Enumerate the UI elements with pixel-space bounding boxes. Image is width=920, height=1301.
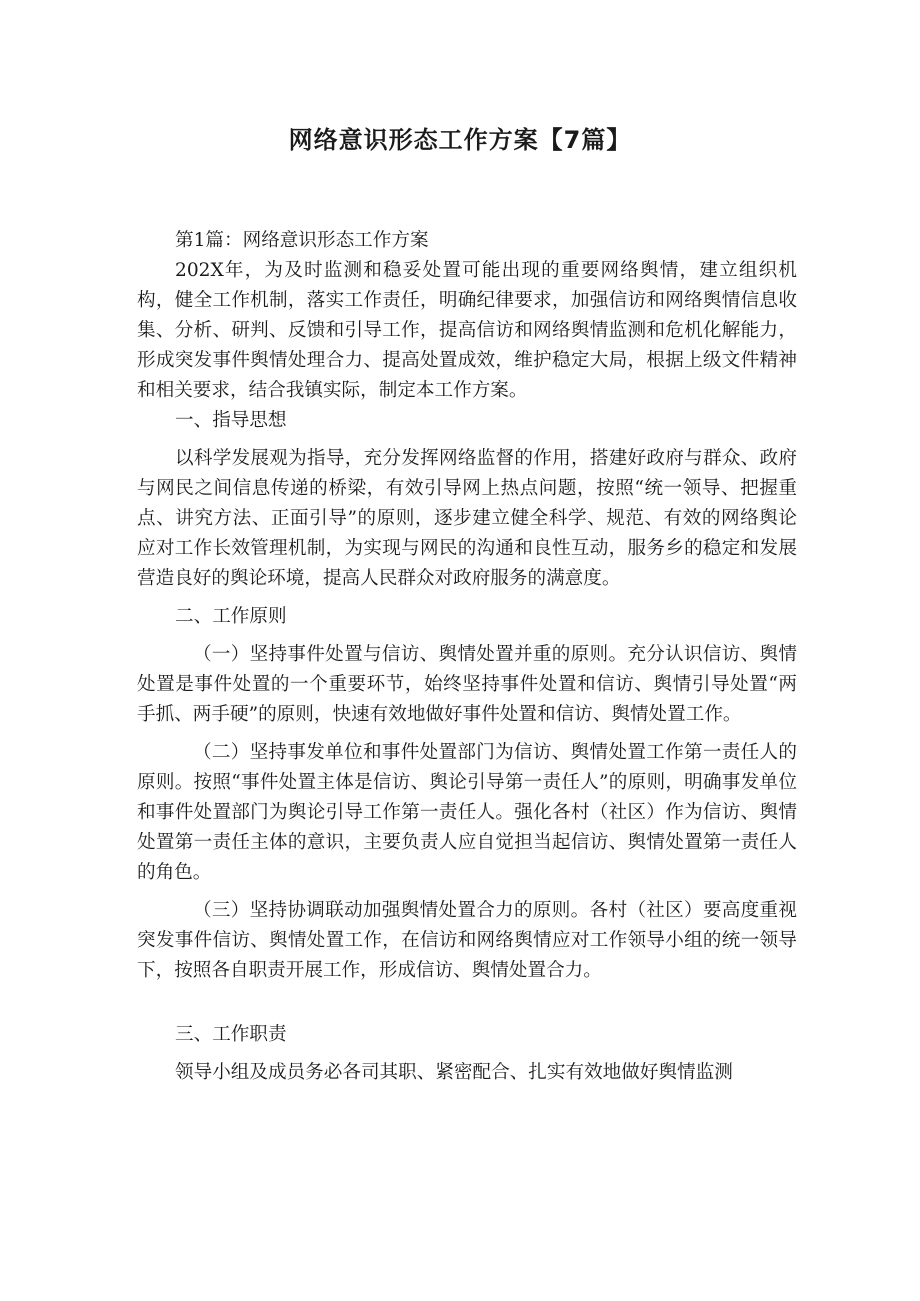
intro-paragraph: 202X年，为及时监测和稳妥处置可能出现的重要网络舆情，建立组织机构，健全工作机制，落实工作责任，明确纪律要求，加强信访和网络舆情信息收集、分析、研判、反馈和引导工作，提高信访和网络舆情监测和危机化解能力，形成突发事件舆情处理合力、提高处置成效，维护稳定大局，根据上级文件精神和相关要求，结合我镇实际，制定本工作方案。 (137, 260, 797, 401)
guiding-thought-paragraph: 以科学发展观为指导，充分发挥网络监督的作用，搭建好政府与群众、政府与网民之间信息传递的桥梁，有效引导网上热点问题，按照“统一领导、把握重点、讲究方法、正面引导”的原则，逐步建立健全科学、规范、有效的网络舆论应对工作长效管理机制，为实现与网民的沟通和良性互动，服务乡的稳定和发展营造良好的舆论环境，提高人民群众对政府服务的满意度。 (137, 448, 797, 589)
document-title: 网络意识形态工作方案【7篇】 (288, 126, 632, 154)
duties-paragraph: 领导小组及成员务必各司其职、紧密配合、扎实有效地做好舆情监测 (175, 1062, 733, 1083)
principle-2-paragraph: （二）坚持事发单位和事件处置部门为信访、舆情处置工作第一责任人的原则。按照“事件处置主体是信访、舆论引导第一责任人”的原则，明确事发单位和事件处置部门为舆论引导工作第一责任人。强化各村（社区）作为信访、舆情处置第一责任主体的意识，主要负责人应自觉担当起信访、舆情处置第一责任人的角色。 (137, 742, 797, 883)
document-body (137, 226, 797, 1088)
heading-work-principles: 二、工作原则 (175, 606, 287, 627)
section-heading-part1: 第1篇：网络意识形态工作方案 (175, 230, 429, 251)
principle-3-paragraph: （三）坚持协调联动加强舆情处置合力的原则。各村（社区）要高度重视突发事件信访、舆情处置工作，在信访和网络舆情应对工作领导小组的统一领导下，按照各自职责开展工作，形成信访、舆情处置合力。 (137, 900, 797, 981)
heading-guiding-thought: 一、指导思想 (175, 410, 287, 431)
heading-work-duties: 三、工作职责 (175, 1024, 287, 1045)
principle-1-paragraph: （一）坚持事件处置与信访、舆情处置并重的原则。充分认识信访、舆情处置是事件处置的一个重要环节，始终坚持事件处置和信访、舆情引导处置“两手抓、两手硬”的原则，快速有效地做好事件处置和信访、舆情处置工作。 (137, 644, 797, 725)
